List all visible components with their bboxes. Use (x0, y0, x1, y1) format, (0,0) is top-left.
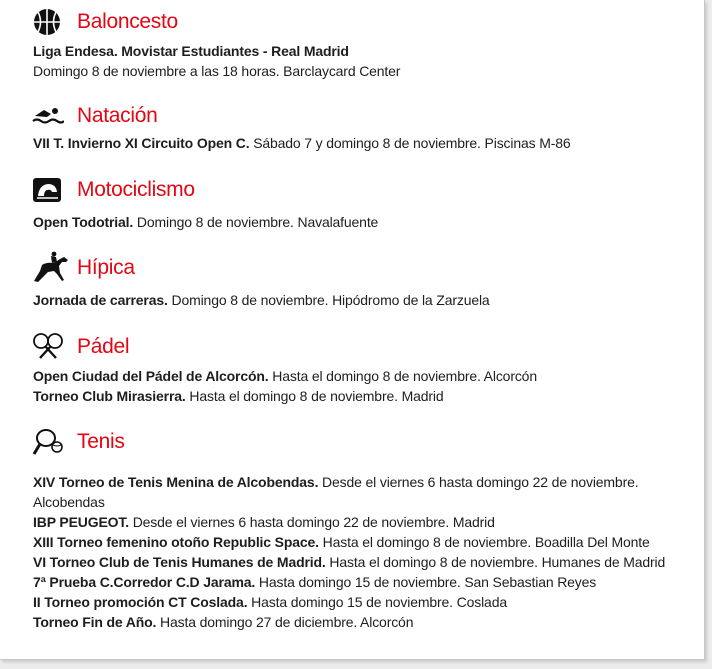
motorcycle-helmet-icon (32, 175, 64, 205)
section-padel (0, 332, 704, 404)
item-details: Hasta el domingo 8 de noviembre. Humanes de Madrid (325, 554, 666, 570)
section-title: Motociclismo (77, 178, 195, 201)
item-details: Domingo 8 de noviembre a las 18 horas. Barclaycard Center (33, 63, 401, 79)
list-item (33, 386, 537, 406)
item-name: Torneo Club Mirasierra. (33, 388, 186, 404)
item-name: Torneo Fin de Año. (33, 614, 157, 630)
section-header (0, 332, 704, 362)
item-details: Desde el viernes 6 hasta domingo 22 de noviembre. Madrid (128, 514, 495, 530)
item-name: IBP PEUGEOT. (33, 514, 129, 530)
item-details: Domingo 8 de noviembre. Hipódromo de la Zarzuela (167, 292, 490, 308)
section-header (0, 101, 704, 131)
section-title: Pádel (77, 335, 130, 358)
item-details: Hasta el domingo 8 de noviembre. Boadilla Del Monte (318, 534, 650, 550)
list-item (33, 41, 400, 61)
item-name: 7ª Prueba C.Corredor C.D Jarama. (33, 574, 256, 590)
item-details: Sábado 7 y domingo 8 de noviembre. Piscinas M-86 (249, 135, 571, 151)
list-item (33, 133, 571, 153)
item-details: Desde el viernes 6 hasta domingo 22 de noviembre. Alcobendas (33, 474, 639, 510)
section-header (0, 175, 704, 205)
item-details: Hasta domingo 15 de noviembre. Coslada (247, 594, 507, 610)
list-item (33, 612, 673, 632)
section-tenis (0, 427, 704, 630)
item-name: Open Ciudad del Pádel de Alcorcón. (33, 368, 269, 384)
section-title: Natación (77, 104, 158, 127)
section-items (33, 133, 571, 153)
section-hipica (0, 253, 704, 308)
list-item (33, 512, 673, 532)
list-item (33, 572, 673, 592)
item-details: Hasta domingo 27 de diciembre. Alcorcón (156, 614, 414, 630)
list-item (33, 212, 378, 232)
section-items (33, 290, 490, 310)
section-items (33, 472, 673, 632)
tennis-racket-icon (32, 427, 64, 457)
section-header (0, 7, 704, 37)
section-baloncesto (0, 7, 704, 79)
item-details: Domingo 8 de noviembre. Navalafuente (133, 214, 379, 230)
section-title: Tenis (77, 430, 125, 453)
section-items (33, 41, 400, 81)
list-item (33, 366, 537, 386)
item-name: II Torneo promoción CT Coslada. (33, 594, 248, 610)
item-name: Open Todotrial. (33, 214, 134, 230)
section-natacion (0, 101, 704, 151)
list-item (33, 532, 673, 552)
list-item (33, 552, 673, 572)
item-name: Liga Endesa. Movistar Estudiantes - Real Madrid (33, 43, 349, 59)
item-details: Hasta el domingo 8 de noviembre. Madrid (185, 388, 444, 404)
list-item (33, 592, 673, 612)
item-name: Jornada de carreras. (33, 292, 168, 308)
basketball-icon (32, 7, 64, 37)
list-item (33, 290, 490, 310)
item-details: Hasta el domingo 8 de noviembre. Alcorcón (268, 368, 537, 384)
item-details: Hasta domingo 15 de noviembre. San Sebastian Reyes (255, 574, 597, 590)
item-name: VI Torneo Club de Tenis Humanes de Madrid. (33, 554, 326, 570)
section-title: Hípica (77, 256, 135, 279)
section-header (0, 427, 704, 457)
swimmer-icon (32, 101, 64, 131)
list-item (33, 472, 673, 512)
item-name: XIV Torneo de Tenis Menina de Alcobendas. (33, 474, 319, 490)
section-motociclismo (0, 175, 704, 230)
item-name: VII T. Invierno XI Circuito Open C. (33, 135, 250, 151)
padel-rackets-icon (32, 332, 64, 362)
horse-rider-icon (32, 251, 72, 283)
item-name: XIII Torneo femenino otoño Republic Space. (33, 534, 319, 550)
section-header (0, 253, 704, 283)
list-item (33, 61, 400, 81)
section-title: Baloncesto (77, 10, 178, 33)
section-items (33, 212, 378, 232)
section-items (33, 366, 537, 406)
